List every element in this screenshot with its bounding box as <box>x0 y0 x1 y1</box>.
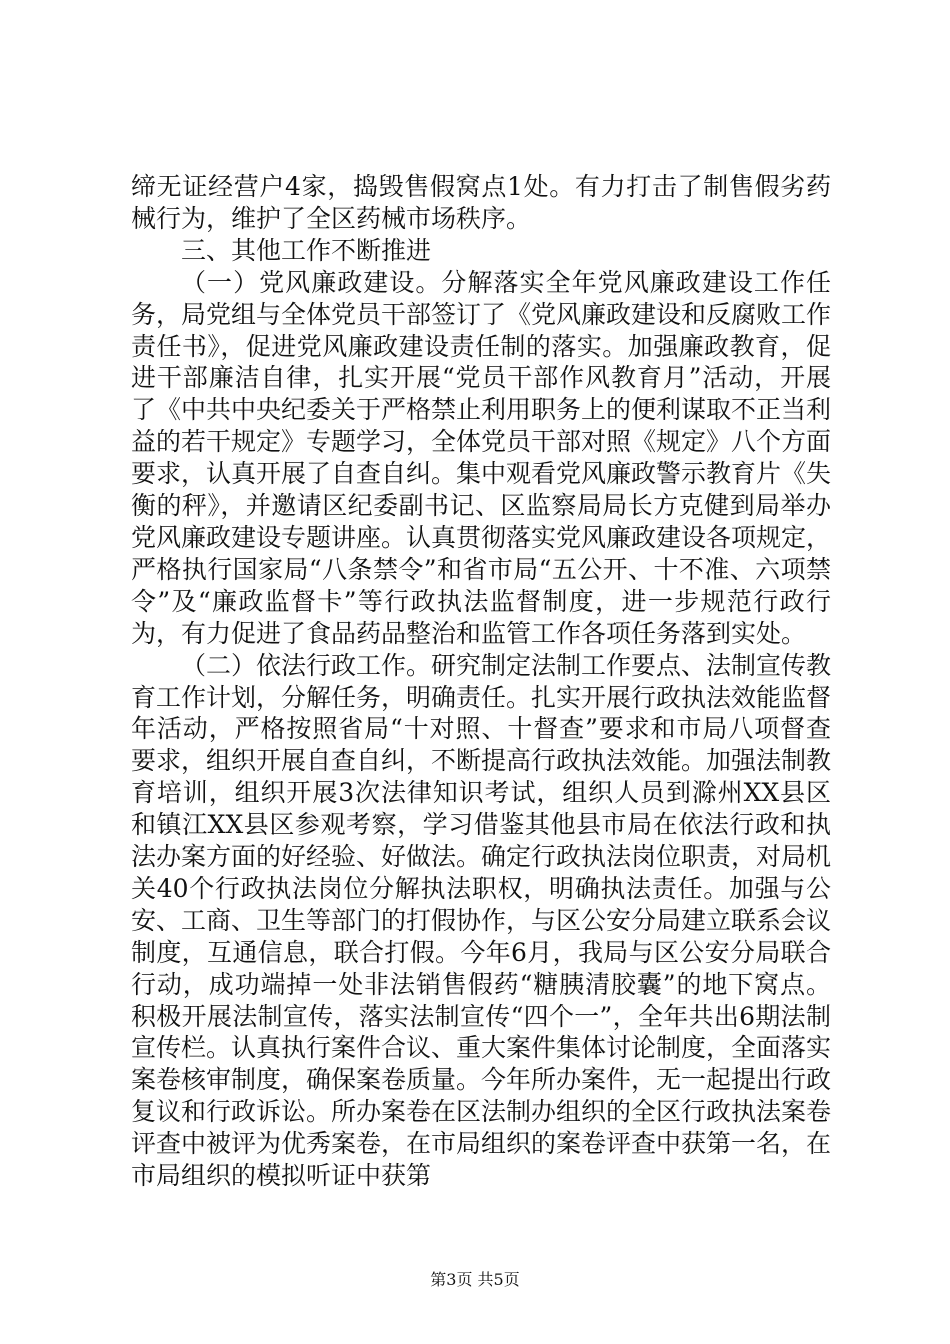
page-footer: 第3页 共5页 <box>430 1270 520 1289</box>
section-heading: 三、其他工作不断推进 <box>181 235 432 265</box>
paragraph-party-conduct: （一）党风廉政建设。分解落实全年党风廉政建设工作任务，局党组与全体党员干部签订了《党风廉政建设和反腐败工作责任书》，促进党风廉政建设责任制的落实。加强廉政教育，促进干部廉洁自律，扎实开展“党员干部作风教育月”活动，开展了《中共中央纪委关于严格禁止利用职务上的便利谋取不正当利益的若干规定》专题学习，全体党员干部对照《规定》八个方面要求，认真开展了自查自纠。集中观看党风廉政警示教育片《失衡的秤》，并邀请区纪委副书记、区监察局局长方克健到局举办党风廉政建设专题讲座。认真贯彻落实党风廉政建设各项规定，严格执行国家局“八条禁令”和省市局“五公开、十不准、六项禁令”及“廉政监督卡”等行政执法监督制度，进一步规范行政行为，有力促进了食品药品整治和监管工作各项任务落到实处。 <box>131 267 832 648</box>
paragraph-continuation: 缔无证经营户4家，捣毁售假窝点1处。有力打击了制售假劣药械行为，维护了全区药械市场秩序。 <box>131 172 831 233</box>
document-body <box>131 171 831 1192</box>
paragraph-legal-administration: （二）依法行政工作。研究制定法制工作要点、法制宣传教育工作计划，分解任务，明确责任。扎实开展行政执法效能监督年活动，严格按照省局“十对照、十督查”要求和市局八项督查要求，组织开展自查自纠，不断提高行政执法效能。加强法制教育培训，组织开展3次法律知识考试，组织人员到滁州XX县区和镇江XX县区参观考察，学习借鉴其他县市局在依法行政和执法办案方面的好经验、好做法。确定行政执法岗位职责，对局机关40个行政执法岗位分解执法职权，明确执法责任。加强与公安、工商、卫生等部门的打假协作，与区公安分局建立联系会议制度，互通信息，联合打假。今年6月，我局与区公安分局联合行动，成功端掉一处非法销售假药“糖胰清胶囊”的地下窝点。积极开展法制宣传，落实法制宣传“四个一”，全年共出6期法制宣传栏。认真执行案件合议、重大案件集体讨论制度，全面落实案卷核审制度，确保案卷质量。今年所办案件，无一起提出行政复议和行政诉讼。所办案卷在区法制办组织的全区行政执法案卷评查中被评为优秀案卷，在市局组织的案卷评查中获第一名，在市局组织的模拟听证中获第 <box>131 650 832 1191</box>
